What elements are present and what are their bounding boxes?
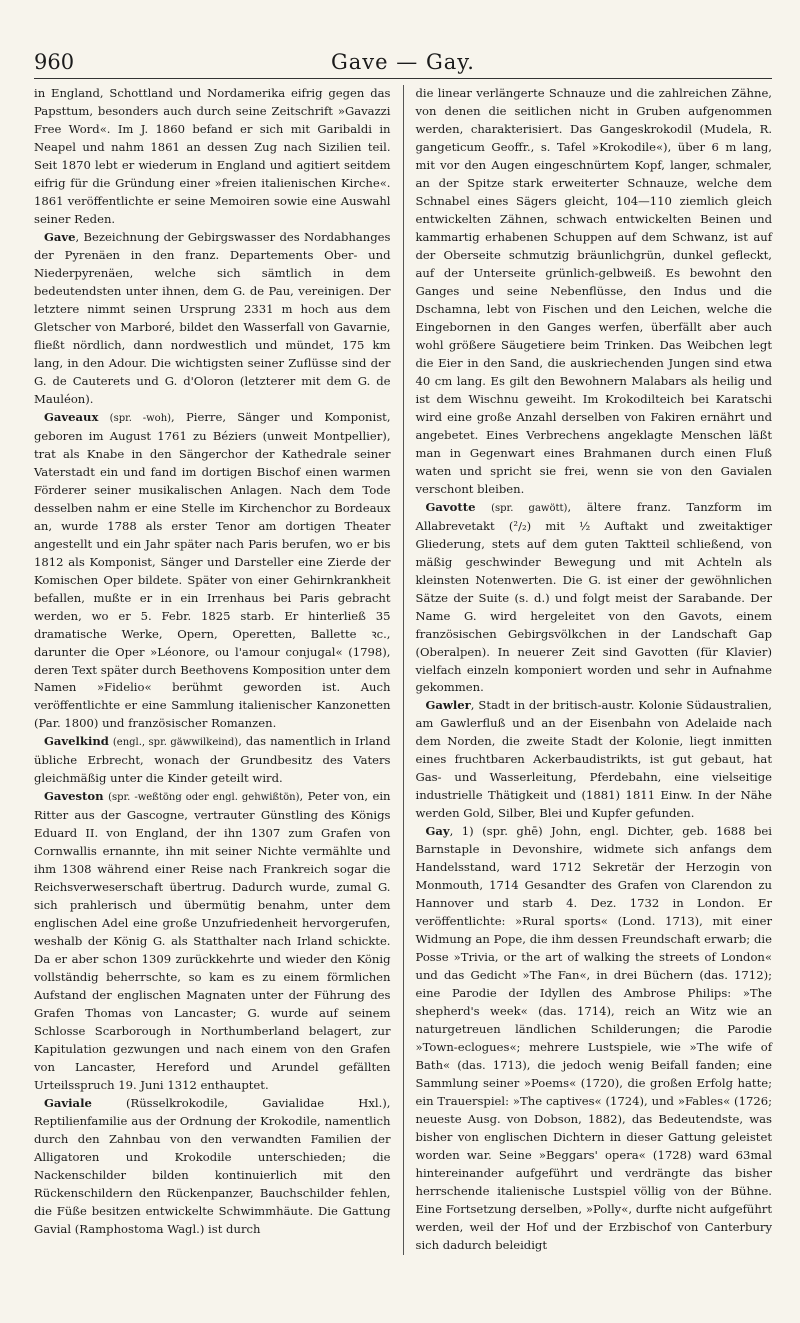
- entry-text: , Pierre, Sänger und Komponist, geboren im August 1761 zu Béziers (unweit Montpellier), trat als Knabe in den Sängerchor der Kathedrale seiner Vaterstadt ein und fand im dortigen Bischof einen warmen Förderer seiner musikalischen Anlagen. Nach dem Tode desselben nahm er eine Stelle im Kirchenchor zu Bordeaux an, wurde 1788 als erster Tenor am dortigen Theater angestellt und ein Jahr später nach Paris berufen, wo er bis 1812 als Komponist, Sänger und Darsteller eine Zierde der Komischen Oper bildete. Später von einer Gehirnkrankheit befallen, mußte er in ein Irrenhaus bei Paris gebracht werden, wo er 5. Febr. 1825 starb. Er hinterließ 35 dramatische Werke, Opern, Operetten, Ballette ꝛc., darunter die Oper »Léonore, ou l'amour conjugal« (1798), deren Text später durch Beethovens Komposition unter dem Namen »Fidelio« berühmt geworden ist. Auch veröffentlichte er eine Sammlung italienischer Kanzonetten (Par. 1800) und französischer Romanzen.: [34, 409, 391, 731]
- entry-pronunciation: (spr. -woh): [109, 412, 172, 424]
- entry-text: , Peter von, ein Ritter aus der Gascogne, vertrauter Günstling des Königs Eduard II. von England, der ihn 1307 zum Grafen von Cornwallis ernannte, ihn mit seiner Nichte vermählte und ihm 1308 während einer Reise nach Frankreich sogar die Reichsverweserschaft übertrug. Dadurch wurde, zumal G. sich prahlerisch und übermütig benahm, unter dem englischen Adel eine große Unzufriedenheit hervorgerufen, weshalb der König G. als Statthalter nach Irland schickte. Da er aber schon 1309 zurückkehrte und wieder den König vollständig beherrschte, so kam es zu einem förmlichen Aufstand der englischen Magnaten unter der Führung des Grafen Thomas von Lancaster; G. wurde auf seinem Schlosse Scarborough in Northumberland belagert, zur Kapitulation gezwungen und nach einem von den Grafen von Lancaster, Hereford und Arundel gefällten Urteilsspruch 19. Juni 1312 enthauptet.: [34, 789, 391, 1093]
- entry-pronunciation: (engl., spr. gäwwilkeind): [112, 737, 239, 749]
- entry-text: , Stadt in der britisch-austr. Kolonie Südaustralien, am Gawlerfluß und an der Eisenbahn von Adelaide nach dem Norden, die zweite Stadt der Kolonie, liegt inmitten eines fruchtbaren Ackerbaudistrikts, ist gut gebaut, hat Gas- und Wasserleitung, Pferdebahn, eine vielseitige industrielle Thätigkeit und (1881) 1811 Einw. In der Nähe werden Gold, Silber, Blei und Kupfer gefunden.: [415, 698, 772, 821]
- entry-gavelkind: [34, 733, 391, 788]
- page-header: [34, 48, 772, 79]
- entry-text: in England, Schottland und Nordamerika eifrig gegen das Papsttum, besonders auch durch seine Zeitschrift »Gavazzi Free Word«. Im J. 1860 befand er sich mit Garibaldi in Neapel und nahm 1861 an dessen Zug nach Sizilien teil. Seit 1870 lebt er wiederum in England und agitiert seitdem eifrig für die Gründung einer »freien italienischen Kirche«. 1861 veröffentlichte er seine Memoiren sowie eine Auswahl seiner Reden.: [34, 86, 391, 226]
- entry-headword: Gawler: [425, 698, 471, 713]
- entry-headword: Gaveaux: [44, 409, 99, 424]
- page-number: 960: [34, 50, 75, 74]
- entry-text: , ältere franz. Tanzform im Allabrevetakt (²/₂) mit ½ Auftakt und zweitaktiger Gliederung, stets auf dem guten Taktteil schließend, von mäßig geschwinder Bewegung und mit Achteln als kleinsten Notenwerten. Die G. ist einer der gewöhnlichen Sätze der Suite (s. d.) und folgt meist der Sarabande. Der Name G. wird hergeleitet von den Gavots, einem französischen Gebirgsvölkchen in der Landschaft Gap (Oberalpen). In neuerer Zeit sind Gavotten (für Klavier) vielfach einzeln komponiert worden und sehr in Aufnahme gekommen.: [415, 499, 773, 695]
- dictionary-page: [0, 48, 800, 1323]
- entry-text: (Rüsselkrokodile, Gavialidae Hxl.), Reptilienfamilie aus der Ordnung der Krokodile, namentlich durch den Zahnbau von den verwandten Familien der Alligatoren und Krokodile unterschieden; die Nackenschilder bilden kontinuierlich mit den Rückenschildern den Rückenpanzer, Bauchschilder fehlen, die Füße besitzen entwickelte Schwimmhäute. Die Gattung Gavial (Ramphostoma Wagl.) ist durch: [34, 1096, 391, 1237]
- entry-headword: Gay: [425, 824, 450, 839]
- entry-text: , Bezeichnung der Gebirgswasser des Nordabhanges der Pyrenäen in den franz. Departements Ober- und Niederpyrenäen, welche sich sämtlich in dem bedeutendsten unter ihnen, dem G. de Pau, vereinigen. Der letztere nimmt seinen Ursprung 2331 m hoch aus dem Gletscher von Marboré, bildet den Wasserfall von Gavarnie, fließt nördlich, dann nordwestlich und mündet, 175 km lang, in den Adour. Die wichtigsten seiner Zuflüsse sind der G. de Cauterets und G. d'Oloron (letzterer mit dem G. de Mauléon).: [34, 229, 391, 406]
- entry-gay: [416, 823, 773, 1255]
- entry-headword: Gave: [44, 229, 76, 244]
- entry-gaviale: [34, 1095, 391, 1239]
- entry-gaveston: [34, 788, 391, 1095]
- right-column: [403, 85, 773, 1255]
- entry-gavazzi-continued: [34, 85, 391, 229]
- entry-text: , das namentlich in Irland übliche Erbrecht, wonach der Grundbesitz des Vaters gleichmäßig unter die Kinder geteilt wird.: [34, 734, 391, 786]
- entry-gaviale-continued: [416, 85, 773, 499]
- entry-headword: Gavotte: [425, 499, 476, 514]
- entry-gavotte: [416, 499, 773, 698]
- running-head: Gave — Gay.: [331, 50, 475, 74]
- entry-headword: Gaveston: [44, 789, 104, 804]
- entry-text: die linear verlängerte Schnauze und die zahlreichen Zähne, von denen die seitlichen nicht in Gruben aufgenommen werden, charakterisiert. Das Gangeskrokodil (Mudela, R. gangeticum Geoffr., s. Tafel »Krokodile«), über 6 m lang, mit vor den Augen eingeschnürtem Kopf, langer, schmaler, an der Spitze stark erweiterter Schnauze, welche dem Schnabel eines Sägers gleicht, 104—110 ziemlich gleich entwickelten Zähnen, schwach entwickelten Beinen und kammartig erhabenen Schuppen auf dem Schwanz, ist auf der Oberseite schmutzig bräunlichgrün, dunkel gefleckt, auf der Unterseite grünlich-gelbweiß. Es bewohnt den Ganges und seine Nebenflüsse, den Indus und die Dschamna, lebt von Fischen und den Leichen, welche die Eingebornen in den Ganges werfen, überfällt aber auch wohl größere Säugetiere beim Trinken. Das Weibchen legt die Eier in den Sand, die auskriechenden Jungen sind etwa 40 cm lang. Es gilt den Bewohnern Malabars als heilig und ist dem Wischnu geweiht. Im Krokodilteich bei Karatschi wird eine große Anzahl derselben von Fakiren ernährt und angebetet. Eines Verbrechens angeklagte Menschen läßt man in Gegenwart eines Brahmanen durch einen Fluß waten und spricht sie frei, wenn sie von den Gavialen verschont bleiben.: [415, 86, 772, 496]
- entry-gaveaux: [34, 409, 391, 734]
- entry-text: , 1) (spr. ghē) John, engl. Dichter, geb. 1688 bei Barnstaple in Devonshire, widmete sich anfangs dem Handelsstand, ward 1712 Sekretär der Herzogin von Monmouth, 1714 Gesandter des Grafen von Clarendon zu Hannover und starb 4. Dez. 1732 in London. Er veröffentlichte: »Rural sports« (Lond. 1713), mit einer Widmung an Pope, die ihm dessen Freundschaft erwarb; die Posse »Trivia, or the art of walking the streets of London« und das Gedicht »The Fan«, in drei Büchern (das. 1712); eine Parodie der Idyllen des Ambrose Philips: »The shepherd's week« (das. 1714), reich an Witz wie an naturgetreuen ländlichen Schilderungen; die Parodie »Town-eclogues«; mehrere Lustspiele, wie »The wife of Bath« (das. 1713), die jedoch wenig Beifall fanden; eine Sammlung seiner »Poems« (1720), die großen Erfolg hatte; ein Trauerspiel: »The captives« (1724), und »Fables« (1726; neueste Ausg. von Dobson, 1882), das Bedeutendste, was bisher von englischen Dichtern in dieser Gattung geleistet worden war. Seine »Beggars' opera« (1728) ward 63mal hintereinander aufgeführt und verdrängte das bisher herrschende italienische Lustspiel völlig von der Bühne. Eine Fortsetzung derselben, »Polly«, durfte nicht aufgeführt werden, weil der Hof und der Erzbischof von Canterbury sich dadurch beleidigt: [415, 824, 772, 1252]
- entry-headword: Gaviale: [44, 1096, 92, 1111]
- entry-headword: Gavelkind: [44, 734, 109, 749]
- entry-pronunciation: (spr. gawött): [491, 502, 568, 514]
- entry-gave: [34, 229, 391, 409]
- entry-gawler: [416, 697, 773, 823]
- entry-pronunciation: (spr. -weßtöng oder engl. gehwißtön): [108, 792, 300, 804]
- text-columns: [34, 85, 772, 1255]
- left-column: [34, 85, 391, 1255]
